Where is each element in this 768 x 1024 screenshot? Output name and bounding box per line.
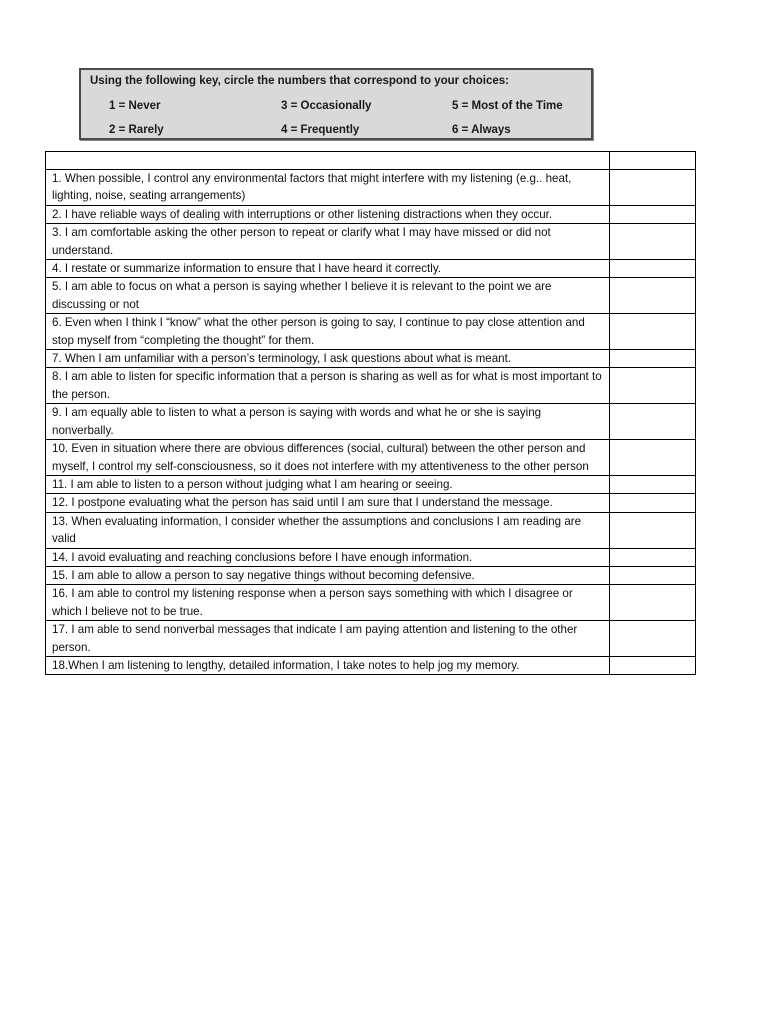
statement-text: 11. I am able to listen to a person without judging what I am hearing or seeing. xyxy=(46,475,610,493)
statement-text: 7. When I am unfamiliar with a person’s terminology, I ask questions about what is meant. xyxy=(46,350,610,368)
header-statement-cell xyxy=(46,152,610,170)
statement-text: 14. I avoid evaluating and reaching conclusions before I have enough information. xyxy=(46,548,610,566)
answer-cell[interactable] xyxy=(610,404,696,440)
answer-cell[interactable] xyxy=(610,656,696,674)
statement-text: 12. I postpone evaluating what the person has said until I am sure that I understand the message. xyxy=(46,494,610,512)
key-option-3: 3 = Occasionally xyxy=(281,100,372,112)
table-row xyxy=(46,260,696,278)
answer-cell[interactable] xyxy=(610,260,696,278)
table-row xyxy=(46,548,696,566)
answer-cell[interactable] xyxy=(610,170,696,206)
table-row xyxy=(46,404,696,440)
statement-text: 4. I restate or summarize information to ensure that I have heard it correctly. xyxy=(46,260,610,278)
statement-text: 1. When possible, I control any environmental factors that might interfere with my listening (e.g.. heat, lighting, noise, seating arrangements) xyxy=(46,170,610,206)
table-row xyxy=(46,621,696,657)
table-row xyxy=(46,566,696,584)
answer-cell[interactable] xyxy=(610,621,696,657)
table-row xyxy=(46,656,696,674)
statement-text: 15. I am able to allow a person to say negative things without becoming defensive. xyxy=(46,566,610,584)
statement-text: 18.When I am listening to lengthy, detailed information, I take notes to help jog my memory. xyxy=(46,656,610,674)
rating-key-box xyxy=(79,68,593,140)
answer-cell[interactable] xyxy=(610,566,696,584)
statement-text: 17. I am able to send nonverbal messages that indicate I am paying attention and listening to the other person. xyxy=(46,621,610,657)
answer-cell[interactable] xyxy=(610,512,696,548)
statement-text: 3. I am comfortable asking the other person to repeat or clarify what I may have missed or did not understand. xyxy=(46,224,610,260)
statement-text: 6. Even when I think I “know” what the other person is going to say, I continue to pay close attention and stop myself from “completing the thought” for them. xyxy=(46,314,610,350)
statement-text: 8. I am able to listen for specific information that a person is sharing as well as for what is most important to the person. xyxy=(46,368,610,404)
table-row xyxy=(46,224,696,260)
header-answer-cell xyxy=(610,152,696,170)
listening-survey-table xyxy=(45,151,696,675)
statement-text: 5. I am able to focus on what a person is saying whether I believe it is relevant to the point we are discussing or not xyxy=(46,278,610,314)
answer-cell[interactable] xyxy=(610,475,696,493)
key-option-6: 6 = Always xyxy=(452,124,511,136)
table-row xyxy=(46,350,696,368)
key-option-2: 2 = Rarely xyxy=(109,124,164,136)
answer-cell[interactable] xyxy=(610,585,696,621)
statement-text: 13. When evaluating information, I consider whether the assumptions and conclusions I am reading are valid xyxy=(46,512,610,548)
answer-cell[interactable] xyxy=(610,205,696,223)
key-option-5: 5 = Most of the Time xyxy=(452,100,563,112)
table-row xyxy=(46,585,696,621)
statement-text: 2. I have reliable ways of dealing with interruptions or other listening distractions when they occur. xyxy=(46,205,610,223)
answer-cell[interactable] xyxy=(610,278,696,314)
table-row xyxy=(46,278,696,314)
table-row xyxy=(46,314,696,350)
answer-cell[interactable] xyxy=(610,494,696,512)
statement-text: 9. I am equally able to listen to what a person is saying with words and what he or she is saying nonverbally. xyxy=(46,404,610,440)
table-row xyxy=(46,512,696,548)
statement-text: 16. I am able to control my listening response when a person says something with which I disagree or which I believe not to be true. xyxy=(46,585,610,621)
table-header-row xyxy=(46,152,696,170)
table-row xyxy=(46,170,696,206)
answer-cell[interactable] xyxy=(610,224,696,260)
key-option-1: 1 = Never xyxy=(109,100,161,112)
statement-text: 10. Even in situation where there are obvious differences (social, cultural) between the other person and myself, I control my self-consciousness, so it does not interfere with my attentiveness to the other person xyxy=(46,440,610,476)
table-row xyxy=(46,205,696,223)
answer-cell[interactable] xyxy=(610,368,696,404)
answer-cell[interactable] xyxy=(610,548,696,566)
table-row xyxy=(46,494,696,512)
table-row xyxy=(46,475,696,493)
key-option-4: 4 = Frequently xyxy=(281,124,360,136)
key-instruction: Using the following key, circle the numbers that correspond to your choices: xyxy=(90,75,509,87)
answer-cell[interactable] xyxy=(610,440,696,476)
table-row xyxy=(46,368,696,404)
answer-cell[interactable] xyxy=(610,350,696,368)
table-row xyxy=(46,440,696,476)
answer-cell[interactable] xyxy=(610,314,696,350)
